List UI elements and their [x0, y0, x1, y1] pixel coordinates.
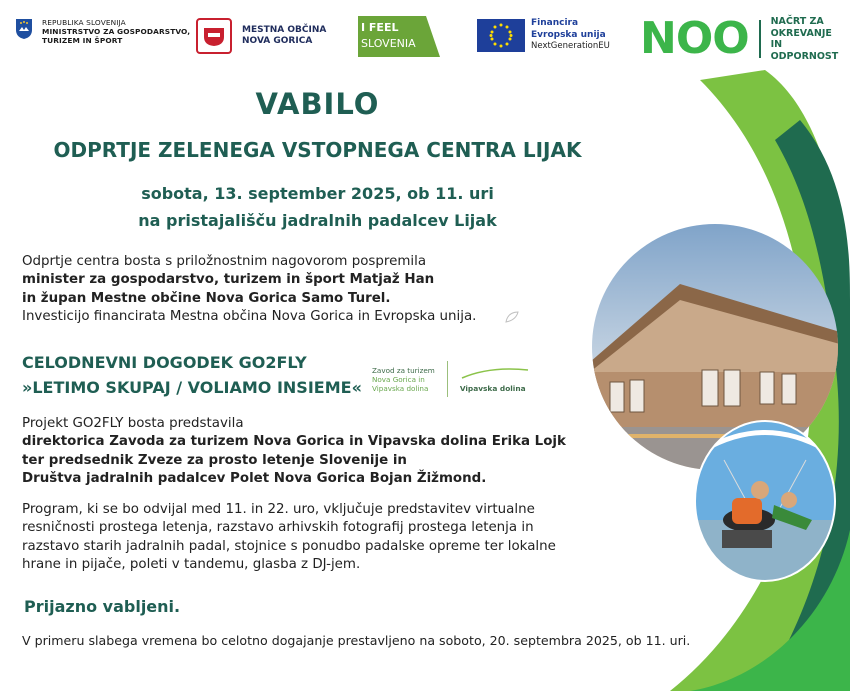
event-date: sobota, 13. september 2025, ob 11. uri	[141, 184, 494, 203]
program-line-2: resničnosti prostega letenja, razstavo arhivskih fotografij prostega letenja in	[22, 520, 534, 536]
program-line-1: Program, ki se bo odvijal med 11. in 22. uro, vključuje predstavitev virtualne	[22, 502, 535, 517]
zavod-line-3: Vipavska dolina	[372, 383, 429, 393]
leaf-icon	[504, 310, 520, 324]
ministry-line-2: MINISTRSTVO ZA GOSPODARSTVO,	[42, 27, 191, 37]
intro-paragraph	[22, 253, 582, 326]
i-feel-slovenia-logo	[358, 16, 440, 57]
greeting: Prijazno vabljeni.	[24, 597, 181, 616]
tourism-office-logo	[372, 361, 530, 397]
ifeel-line-1: I FEEL	[361, 21, 399, 34]
eu-line-3: NextGenerationEU	[531, 41, 610, 51]
project-paragraph	[22, 415, 592, 488]
eu-flag-icon	[477, 19, 525, 52]
noo-line-1: NAČRT ZA	[770, 16, 824, 27]
zavod-right-label: Vipavska dolina	[459, 384, 526, 393]
event-heading-line-1: CELODNEVNI DOGODEK GO2FLY	[22, 353, 307, 372]
noo-wordmark: NOO	[640, 13, 749, 64]
noo-logo	[640, 13, 850, 64]
invitation-title: VABILO	[255, 87, 380, 121]
eu-funding-logo	[477, 18, 610, 53]
date-and-place	[0, 180, 635, 234]
project-line-1: Projekt GO2FLY bosta predstavila	[22, 416, 244, 431]
slovenia-crest-icon	[14, 18, 34, 40]
event-heading	[22, 350, 362, 400]
program-line-4: hrane in pijače, poleti v tandemu, glasba z DJ-jem.	[22, 556, 361, 572]
ministry-line-1: REPUBLIKA SLOVENIJA	[42, 18, 126, 27]
program-line-3: razstavo starih jadralnih padal, stojnice s ponudbo padalske opreme ter lokalne	[22, 538, 556, 554]
zavod-line-1: Zavod za turizem	[372, 365, 435, 375]
municipality-logo	[196, 18, 326, 54]
municipality-line-1: MESTNA OBČINA	[242, 25, 327, 35]
eu-line-1: Financira	[531, 18, 579, 28]
noo-divider	[759, 20, 761, 58]
noo-line-3: IN ODPORNOST	[770, 39, 839, 62]
project-line-2: direktorica Zavoda za turizem Nova Gorica in Vipavska dolina Erika Lojk	[22, 434, 566, 450]
project-line-4: Društva jadralnih padalcev Polet Nova Gorica Bojan Žižmond.	[22, 470, 487, 486]
intro-line-4: Investicijo financirata Mestna občina Nova Gorica in Evropska unija.	[22, 308, 477, 324]
vipava-swoosh-icon	[460, 366, 530, 380]
eu-line-2: Evropska unija	[531, 29, 606, 40]
ministry-line-3: TURIZEM IN ŠPORT	[42, 36, 123, 46]
nova-gorica-crest-icon	[196, 18, 232, 54]
program-paragraph	[22, 501, 602, 574]
municipality-line-2: NOVA GORICA	[242, 36, 313, 46]
ifeel-line-2: SLOVENIA	[361, 37, 416, 50]
paraglider-photo	[694, 420, 836, 582]
event-heading-line-2: »LETIMO SKUPAJ / VOLIAMO INSIEME«	[22, 378, 362, 397]
weather-note: V primeru slabega vremena bo celotno dogajanje prestavljeno na soboto, 20. septembra 2025, ob 11. uri.	[22, 633, 691, 648]
event-place: na pristajališču jadralnih padalcev Lijak	[138, 211, 497, 230]
ministry-logo	[14, 18, 190, 46]
noo-line-2: OKREVANJE	[770, 27, 832, 39]
intro-line-1: Odprtje centra bosta s priložnostnim nagovorom pospremila	[22, 254, 427, 269]
intro-line-3: in župan Mestne občine Nova Gorica Samo Turel.	[22, 290, 391, 306]
intro-line-2: minister za gospodarstvo, turizem in šport Matjaž Han	[22, 272, 435, 288]
event-subtitle: ODPRTJE ZELENEGA VSTOPNEGA CENTRA LIJAK	[53, 138, 582, 162]
zavod-divider	[447, 361, 448, 397]
zavod-line-2: Nova Gorica in	[372, 374, 425, 384]
project-line-3: ter predsednik Zveze za prosto letenje Slovenije in	[22, 452, 407, 468]
